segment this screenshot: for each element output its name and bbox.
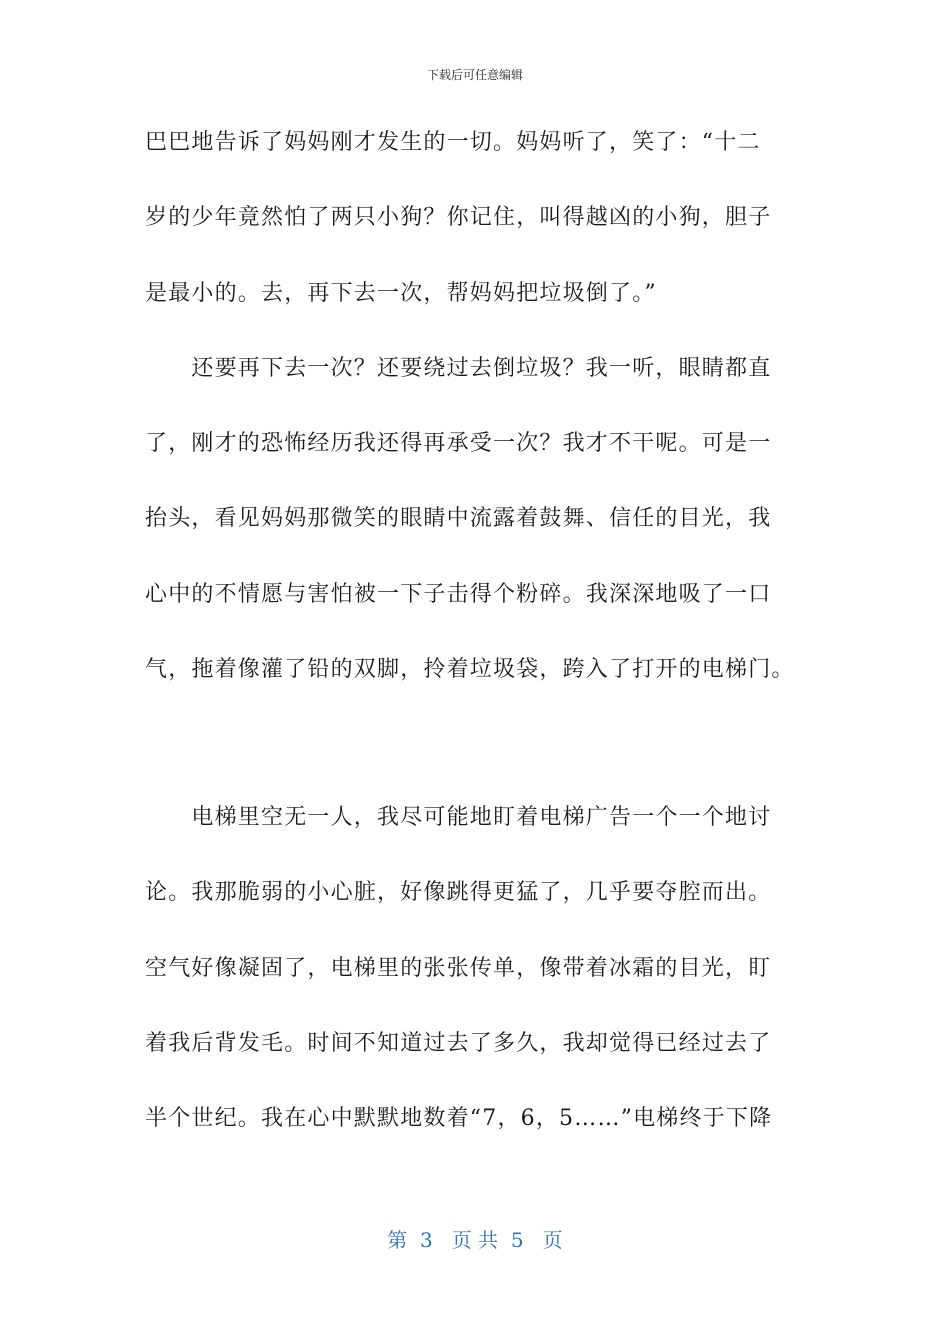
page-header-note: 下载后可任意编辑: [426, 68, 523, 82]
text-line: 心中的不情愿与害怕被一下子击得个粉碎。我深深地吸了一口: [145, 582, 772, 607]
text-line: 抬头，看见妈妈那微笑的眼睛中流露着鼓舞、信任的目光，我: [145, 506, 772, 531]
text-line: 岁的少年竟然怕了两只小狗？你记住，叫得越凶的小狗，胆子: [145, 205, 772, 230]
text-line: 论。我那脆弱的小心脏，好像跳得更猛了，几乎要夺腔而出。: [145, 880, 772, 905]
text-line: 半个世纪。我在心中默默地数着“7，6，5……”电梯终于下降: [145, 1106, 773, 1131]
text-line: 电梯里空无一人，我尽可能地盯着电梯广告一个一个地讨: [145, 805, 772, 830]
text-line: 巴巴地告诉了妈妈刚才发生的一切。妈妈听了，笑了：“十二: [145, 130, 761, 155]
text-line: 是最小的。去，再下去一次，帮妈妈把垃圾倒了。”: [145, 281, 657, 306]
text-line: 空气好像凝固了，电梯里的张张传单，像带着冰霜的目光，盯: [145, 956, 772, 981]
text-line: 了，刚才的恐怖经历我还得再承受一次？我才不干呢。可是一: [145, 431, 772, 456]
text-line: 气，拖着像灌了铅的双脚，拎着垃圾袋，跨入了打开的电梯门。: [145, 657, 795, 682]
text-line: 着我后背发毛。时间不知道过去了多久，我却觉得已经过去了: [145, 1031, 772, 1056]
text-line: 还要再下去一次？还要绕过去倒垃圾？我一听，眼睛都直: [145, 356, 772, 381]
page-number: 第 3 页 共 5 页: [387, 1228, 563, 1252]
